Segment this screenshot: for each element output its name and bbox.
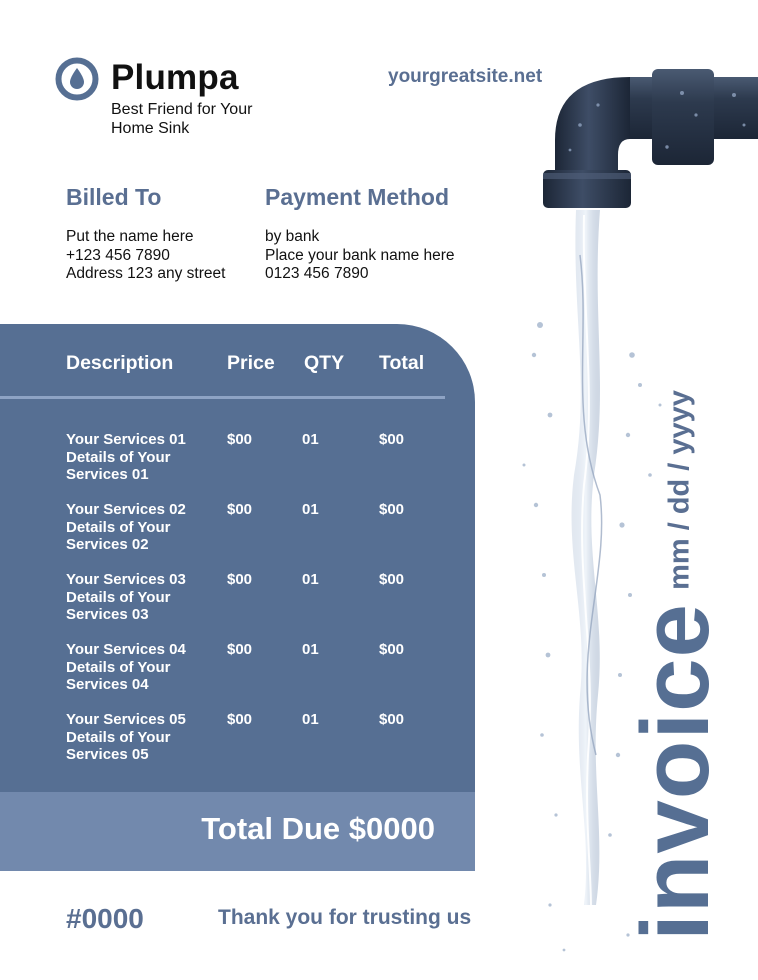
invoice-date: mm / dd / yyyy: [663, 390, 696, 590]
row-price: $00: [227, 641, 253, 658]
row-price: $00: [227, 431, 253, 448]
billed-to-address: Address 123 any street: [66, 265, 226, 282]
invoice-label: invoice: [622, 603, 729, 941]
table-row: [0, 431, 475, 501]
header-divider: [0, 396, 445, 399]
row-qty: 01: [302, 711, 319, 728]
account-number: 0123 456 7890: [265, 265, 369, 282]
brand-name: Plumpa: [111, 58, 239, 97]
total-due: Total Due $0000: [201, 811, 435, 846]
row-description: Your Services 02 Details of Your Services 02: [66, 501, 186, 553]
header-qty: QTY: [304, 352, 345, 374]
table-row: [0, 711, 475, 781]
table-row: [0, 641, 475, 711]
total-due-band: [0, 792, 475, 871]
header-description: Description: [66, 352, 174, 374]
billed-to-details: [66, 228, 225, 284]
invoice-number: #0000: [66, 903, 144, 934]
row-description: Your Services 04 Details of Your Services 04: [66, 641, 186, 693]
payment-method-details: [265, 228, 455, 284]
row-price: $00: [227, 711, 253, 728]
table-row: [0, 571, 475, 641]
payment-method-title: Payment Method: [265, 184, 450, 210]
row-price: $00: [227, 501, 253, 518]
row-total: $00: [379, 431, 405, 448]
header-total: Total: [379, 352, 425, 374]
water-drop-icon: [55, 57, 99, 101]
row-qty: 01: [302, 641, 319, 658]
bank-name: Place your bank name here: [265, 246, 455, 264]
table-row: [0, 501, 475, 571]
payment-type: by bank: [265, 228, 320, 245]
row-qty: 01: [302, 431, 319, 448]
row-total: $00: [379, 501, 405, 518]
row-total: $00: [379, 641, 405, 658]
billed-to-phone: +123 456 7890: [66, 246, 170, 264]
row-description: Your Services 01 Details of Your Services 01: [66, 431, 186, 483]
billed-to-name: Put the name here: [66, 228, 194, 245]
row-description: Your Services 03 Details of Your Services 03: [66, 571, 186, 623]
brand-tagline: Best Friend for Your Home Sink: [111, 101, 253, 137]
row-total: $00: [379, 711, 405, 728]
row-description: Your Services 05 Details of Your Services 05: [66, 711, 186, 763]
thank-you-note: Thank you for trusting us: [218, 906, 472, 929]
billed-to-title: Billed To: [66, 184, 162, 210]
row-price: $00: [227, 571, 253, 588]
header-price: Price: [227, 352, 275, 374]
row-qty: 01: [302, 571, 319, 588]
website-link[interactable]: yourgreatsite.net: [388, 66, 543, 87]
row-total: $00: [379, 571, 405, 588]
row-qty: 01: [302, 501, 319, 518]
